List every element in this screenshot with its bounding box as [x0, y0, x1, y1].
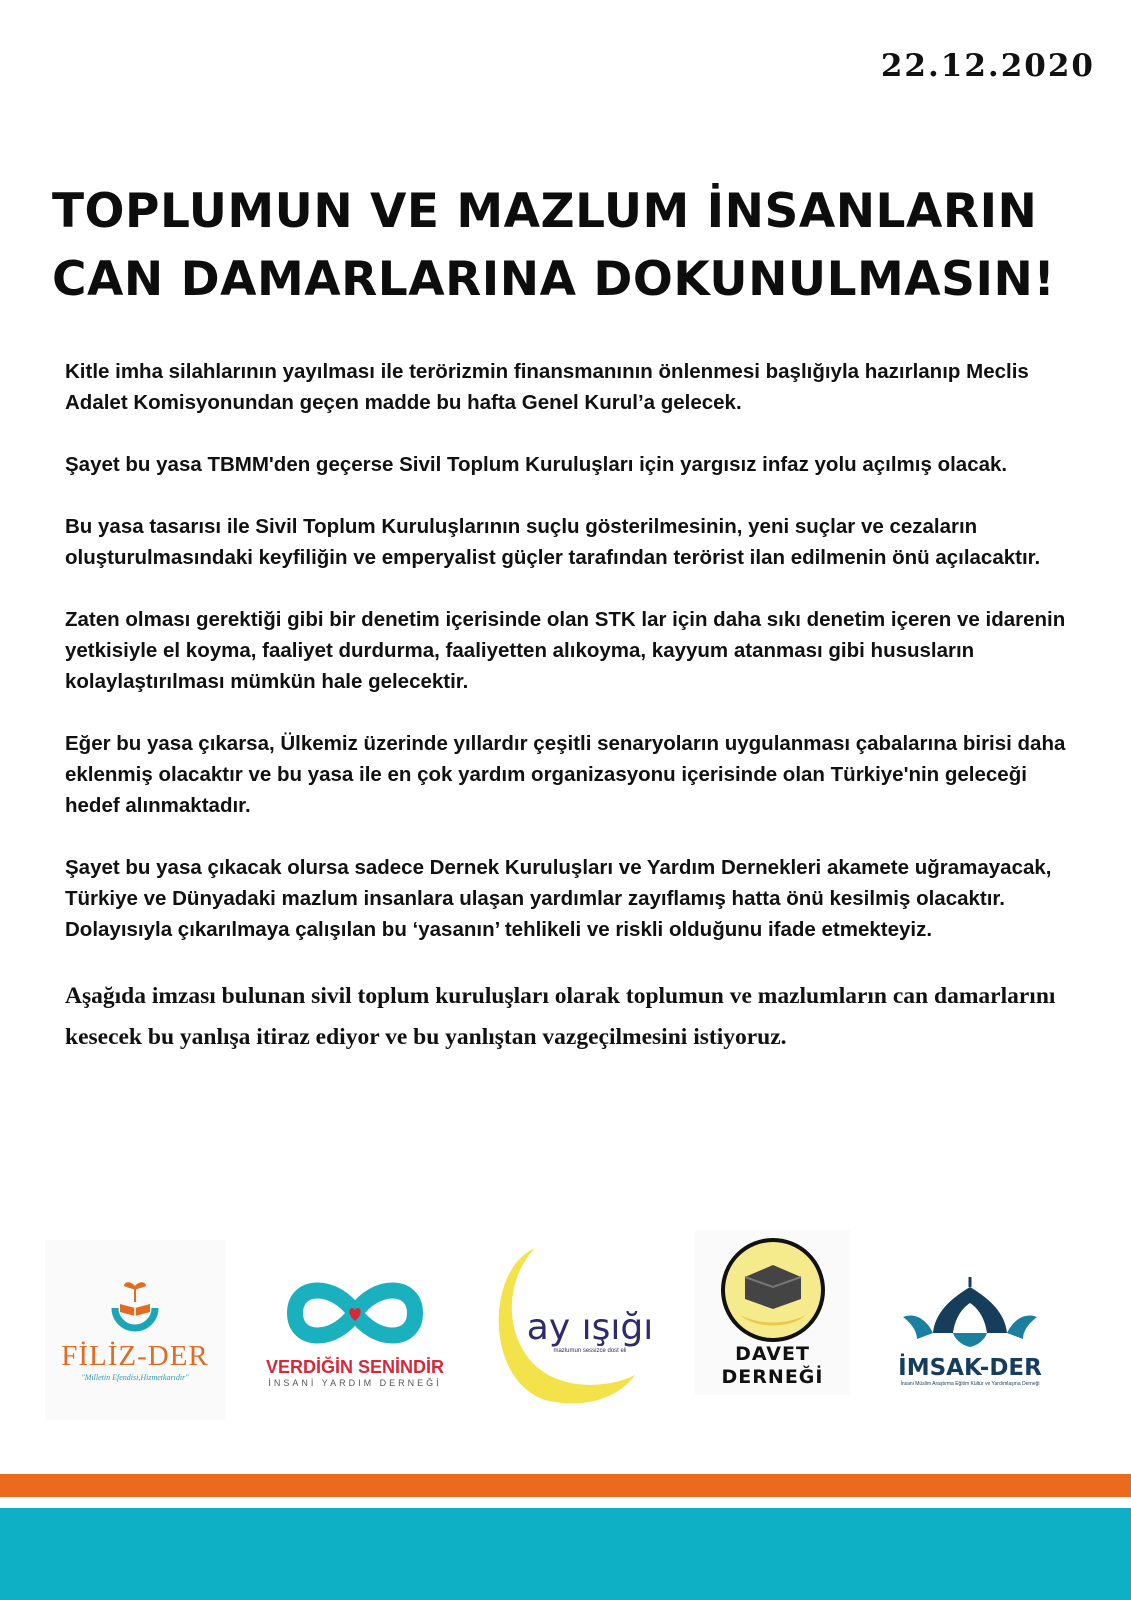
filiz-der-tagline: "Milletin Efendisi,Hizmetkarıdır" [81, 1373, 189, 1382]
imsak-der-subtitle: İnsani Müslim Araştırma Eğitim Kültür ve Yardımlaşma Derneği [900, 1381, 1040, 1387]
kaaba-emblem-icon [720, 1237, 826, 1343]
mosque-dome-icon [895, 1273, 1045, 1353]
signatory-logos [40, 1230, 1100, 1430]
book-sprout-icon [100, 1278, 170, 1338]
imsak-der-name: İMSAK-DER [898, 1355, 1042, 1381]
infinity-heart-icon [280, 1273, 430, 1353]
davet-line-1: DAVET [735, 1342, 810, 1365]
paragraph-3: Bu yasa tasarısı ile Sivil Toplum Kuruluşlarının suçlu gösterilmesinin, yeni suçlar ve cezaların oluşturulmasındaki keyfiliğin ve emperyalist güçler tarafından terörist ilan edilmenin önü açılacaktır. [65, 515, 1041, 569]
verdigin-senindir-logo [255, 1240, 455, 1420]
paragraph-4: Zaten olması gerektiği gibi bir denetim içerisinde olan STK lar için daha sıkı denetim içeren ve idarenin yetkisiyle el koyma, faaliyet durdurma, faaliyetten alıkoyma, kayyum atanması gibi hususların kolaylaştırılması mümkün hale gelecektir. [65, 608, 1066, 693]
document-date: 22.12.2020 [880, 48, 1095, 84]
verdigin-senindir-subtitle: İNSANİ YARDIM DERNEĞİ [268, 1377, 442, 1388]
davet-dernegi-logo [695, 1230, 850, 1395]
closing-statement: Aşağıda imzası bulunan sivil toplum kuruluşları olarak toplumun ve mazlumların can damarlarını kesecek bu yanlışa itiraz ediyor ve bu yanlıştan vazgeçilmesini istiyoruz. [65, 983, 1056, 1050]
filiz-der-name: FİLİZ-DER [61, 1340, 209, 1372]
filiz-der-logo [45, 1240, 225, 1420]
ay-isigi-subtitle: mazlumun sessizce dost eli [553, 1347, 627, 1354]
davet-dernegi-name [722, 1343, 824, 1389]
paragraph-6: Şayet bu yasa çıkacak olursa sadece Dernek Kuruluşları ve Yardım Dernekleri akamete uğramayacak, Türkiye ve Dünyadaki mazlum insanlara ulaşan yardımlar zayıflamış hatta önü kesilmiş olacaktır. Dolayısıyla çıkarılmaya çalışılan bu ‘yasanın’ tehlikeli ve riskli olduğunu ifade etmekteyiz. [65, 856, 1052, 941]
paragraph-2: Şayet bu yasa TBMM'den geçerse Sivil Toplum Kuruluşları için yargısız infaz yolu açılmış olacak. [65, 453, 1008, 476]
ay-isigi-logo [485, 1240, 665, 1420]
paragraph-1: Kitle imha silahlarının yayılması ile terörizmin finansmanının önlenmesi başlığıyla hazırlanıp Meclis Adalet Komisyonundan geçen madde bu hafta Genel Kurul’a gelecek. [65, 360, 1029, 414]
imsak-der-logo [880, 1240, 1060, 1420]
headline [52, 178, 1092, 314]
davet-line-2: DERNEĞİ [721, 1365, 824, 1388]
paragraph-5: Eğer bu yasa çıkarsa, Ülkemiz üzerinde yıllardır çeşitli senaryoların uygulanması çabalarına birisi daha eklenmiş olacaktır ve bu yasa ile en çok yardım organizasyonu içerisinde olan Türkiye'nin geleceği hedef alınmaktadır. [65, 732, 1066, 817]
statement-body [65, 356, 1075, 1058]
headline-line-1: TOPLUMUN VE MAZLUM İNSANLARIN [52, 184, 1038, 239]
headline-line-2: CAN DAMARLARINA DOKUNULMASIN! [52, 252, 1056, 307]
footer-orange-stripe [0, 1474, 1131, 1497]
ay-isigi-name: ay ışığı [526, 1306, 654, 1348]
verdigin-senindir-name: VERDİĞİN SENİNDİR [265, 1356, 445, 1377]
footer-teal-band [0, 1508, 1131, 1600]
